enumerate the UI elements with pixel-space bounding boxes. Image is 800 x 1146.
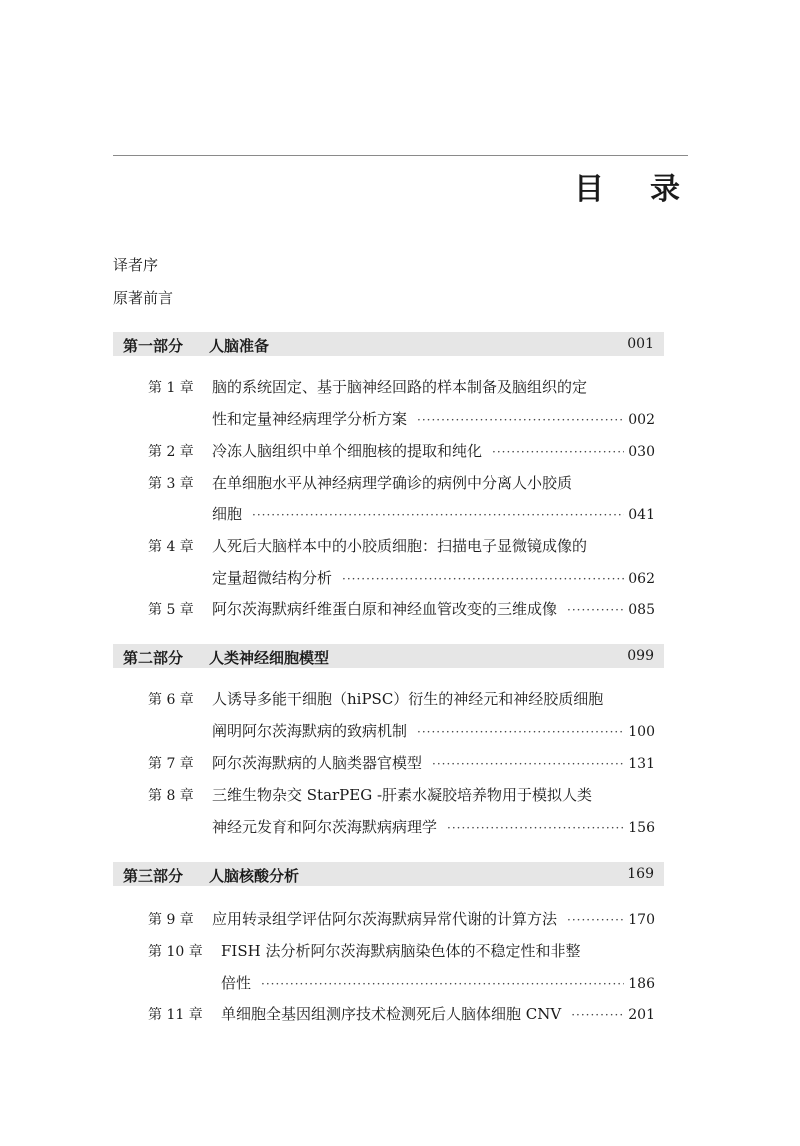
chapter-11-number: 第 11 章 [148, 1007, 203, 1023]
chapter-8-title-line-1[interactable]: 三维生物杂交 StarPEG -肝素水凝胶培养物用于模拟人类 [212, 786, 593, 804]
leader-dots [342, 572, 624, 586]
leader-dots [492, 445, 624, 459]
leader-dots [567, 913, 624, 927]
leader-dots [252, 508, 624, 522]
chapter-7-page: 131 [628, 756, 655, 772]
chapter-6-title-line-1[interactable]: 人诱导多能干细胞（hiPSC）衍生的神经元和神经胶质细胞 [212, 690, 604, 708]
front-matter-original-preface[interactable]: 原著前言 [113, 289, 174, 307]
chapter-9-number: 第 9 章 [148, 912, 194, 928]
chapter-2-page: 030 [628, 444, 655, 460]
chapter-6-number: 第 6 章 [148, 692, 194, 708]
chapter-1-title-line-1[interactable]: 脑的系统固定、基于脑神经回路的样本制备及脑组织的定 [212, 378, 588, 396]
chapter-3-title-line-2[interactable]: 细胞 ····· 041 [212, 503, 655, 524]
chapter-10-title-line-2[interactable]: 倍性 ····· 186 [221, 972, 655, 993]
leader-dots [432, 757, 624, 771]
chapter-3-page: 041 [628, 507, 655, 523]
part-label: 第二部分 [123, 649, 184, 667]
chapter-10-title-line-1[interactable]: FISH 法分析阿尔茨海默病脑染色体的不稳定性和非整 [221, 942, 581, 960]
chapter-2-title[interactable]: 冷冻人脑组织中单个细胞核的提取和纯化 ····· 030 [212, 440, 655, 461]
leader-dots [261, 977, 624, 991]
chapter-6-title-line-2[interactable]: 阐明阿尔茨海默病的致病机制 ····· 100 [212, 720, 655, 741]
leader-dots [417, 413, 624, 427]
part-label: 第一部分 [123, 337, 184, 355]
part-title: 人脑准备 [209, 337, 270, 355]
chapter-5-title[interactable]: 阿尔茨海默病纤维蛋白原和神经血管改变的三维成像 ····· 085 [212, 598, 655, 619]
chapter-8-number: 第 8 章 [148, 788, 194, 804]
chapter-3-title-line-1[interactable]: 在单细胞水平从神经病理学确诊的病例中分离人小胶质 [212, 474, 573, 492]
chapter-1-title-line-2[interactable]: 性和定量神经病理学分析方案 ····· 002 [212, 408, 655, 429]
part-page: 099 [627, 648, 654, 664]
chapter-7-title[interactable]: 阿尔茨海默病的人脑类器官模型 ····· 131 [212, 752, 655, 773]
chapter-7-number: 第 7 章 [148, 756, 194, 772]
chapter-6-page: 100 [628, 724, 655, 740]
chapter-10-page: 186 [628, 976, 655, 992]
header-rule [113, 155, 688, 156]
part-title: 人类神经细胞模型 [209, 649, 330, 667]
chapter-2-number: 第 2 章 [148, 444, 194, 460]
chapter-5-number: 第 5 章 [148, 602, 194, 618]
chapter-3-number: 第 3 章 [148, 476, 194, 492]
part-1-header[interactable] [113, 332, 664, 356]
chapter-5-page: 085 [628, 602, 655, 618]
chapter-10-number: 第 10 章 [148, 944, 203, 960]
chapter-8-page: 156 [628, 820, 655, 836]
chapter-1-page: 002 [628, 412, 655, 428]
part-page: 001 [627, 336, 654, 352]
chapter-1-number: 第 1 章 [148, 380, 194, 396]
chapter-4-page: 062 [628, 571, 655, 587]
chapter-11-title[interactable]: 单细胞全基因组测序技术检测死后人脑体细胞 CNV ····· 201 [221, 1003, 655, 1024]
chapter-11-page: 201 [628, 1007, 655, 1023]
chapter-4-title-line-2[interactable]: 定量超微结构分析 ····· 062 [212, 567, 655, 588]
page-title: 目 录 [574, 172, 688, 207]
part-3-header[interactable] [113, 862, 664, 886]
part-page: 169 [627, 866, 654, 882]
chapter-4-number: 第 4 章 [148, 539, 194, 555]
chapter-4-title-line-1[interactable]: 人死后大脑样本中的小胶质细胞：扫描电子显微镜成像的 [212, 537, 588, 555]
part-2-header[interactable] [113, 644, 664, 668]
leader-dots [567, 603, 624, 617]
leader-dots [447, 821, 624, 835]
chapter-9-page: 170 [628, 912, 655, 928]
part-title: 人脑核酸分析 [209, 867, 300, 885]
leader-dots [417, 725, 624, 739]
leader-dots [571, 1008, 624, 1022]
chapter-9-title[interactable]: 应用转录组学评估阿尔茨海默病异常代谢的计算方法 ····· 170 [212, 908, 655, 929]
front-matter-translator-preface[interactable]: 译者序 [113, 256, 159, 274]
chapter-8-title-line-2[interactable]: 神经元发育和阿尔茨海默病病理学 ····· 156 [212, 816, 655, 837]
part-label: 第三部分 [123, 867, 184, 885]
